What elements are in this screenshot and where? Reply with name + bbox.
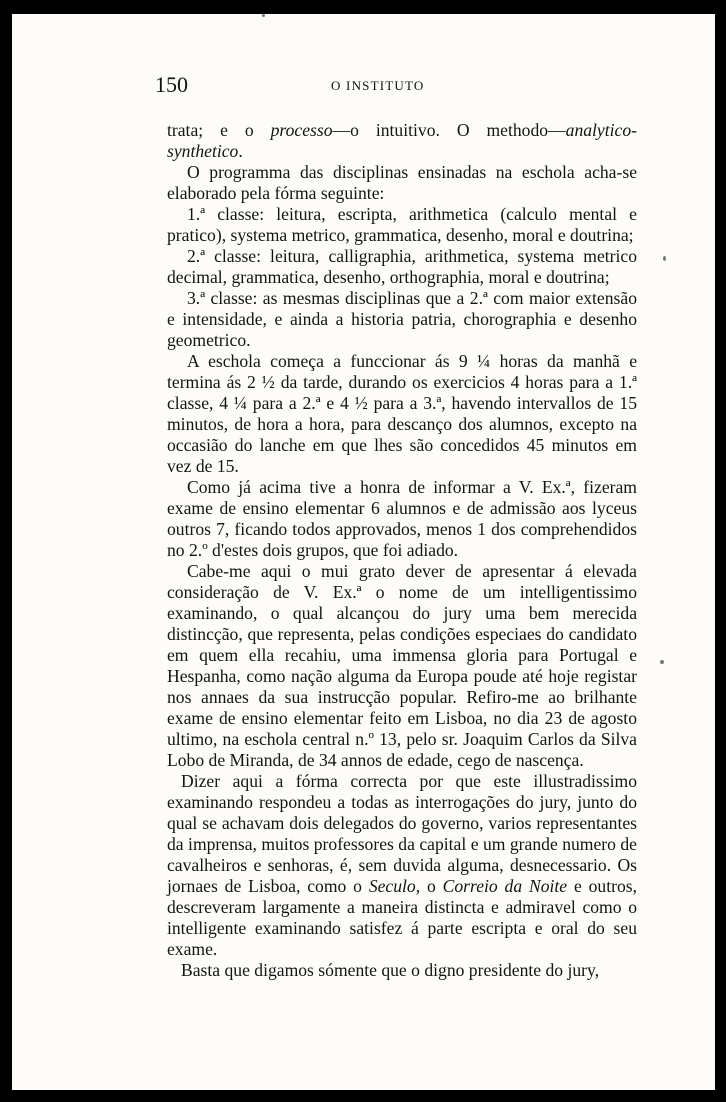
paragraph-method [167, 120, 637, 162]
text-run: e outros, descreveram largamente a maneira distincta e admiravel como o intelligente examinando satisfez á parte escripta e oral do seu exame. [167, 876, 637, 959]
paper-speck [663, 256, 666, 261]
running-head: O INSTITUTO [331, 78, 425, 93]
text-run: trata; e o [167, 120, 271, 140]
italic-newspaper: Correio da Noite [442, 876, 568, 896]
paragraph-exams: Como já acima tive a honra de informar a V. Ex.ª, fizeram exame de ensino elementar 6 alumnos e de admissão aos lyceus outros 7, ficando todos approvados, menos 1 dos comprehendidos no 2.º d'estes dois grupos, que foi adiado. [167, 477, 637, 560]
italic-term: processo [270, 120, 333, 140]
paragraph-programme: O programma das disciplinas ensinadas na eschola acha-se elaborado pela fórma seguinte: [167, 162, 637, 203]
paragraph-class-3: 3.ª classe: as mesmas disciplinas que a 2.ª com maior extensão e intensidade, e ainda a historia patria, chorographia e desenho geometrico. [167, 288, 637, 350]
paper-speck [262, 14, 265, 17]
body-text [167, 120, 637, 981]
italic-newspaper: Seculo, [368, 876, 421, 896]
page-number: 150 [155, 72, 188, 97]
paragraph-class-2: 2.ª classe: leitura, calligraphia, arithmetica, systema metrico decimal, grammatica, desenho, orthographia, moral e doutrina; [167, 246, 637, 287]
text-run: Dizer aqui a fórma correcta por que este illustradissimo examinando respondeu a todas as interrogações do jury, junto do qual se achavam dois delegados do governo, varios representantes da imprensa, muitos professores da capital e um grande numero de cavalheiros e senhoras, é, sem duvida alguma, desnecessario. Os jornaes de Lisboa, como o [167, 771, 637, 896]
page-header [155, 72, 635, 102]
text-run: . [238, 141, 243, 161]
paragraph-class-1: 1.ª classe: leitura, escripta, arithmetica (calculo mental e pratico), systema metrico, grammatica, desenho, moral e doutrina; [167, 204, 637, 245]
text-run: o [420, 876, 443, 896]
paragraph-schedule: A eschola começa a funccionar ás 9 ¼ horas da manhã e termina ás 2 ½ da tarde, durando os exercicios 4 horas para a 1.ª classe, 4 ¼ para a 2.ª e 4 ½ para a 3.ª, havendo intervallos de 15 minutos, de hora a hora, para descanço dos alumnos, excepto na occasião do lanche em que lhes são concedidos 45 minutos em vez de 15. [167, 351, 637, 476]
text-run: —o intuitivo. O methodo— [332, 120, 566, 140]
paragraph-jury-president: Basta que digamos sómente que o digno presidente do jury, [181, 960, 600, 980]
paragraph-blind-examinee: Cabe-me aqui o mui grato dever de apresentar á elevada consideração de V. Ex.ª o nome de um intelligentissimo examinando, o qual alcançou do jury uma bem merecida distincção, que representa, pelas condições especiaes do candidato em quem ella recahiu, uma immensa gloria para Portugal e Hespanha, como nação alguma da Europa poude até hoje registar nos annaes da sua instrucção popular. Refiro-me ao brilhante exame de ensino elementar feito em Lisboa, no dia 23 de agosto ultimo, na eschola central n.º 13, pelo sr. Joaquim Carlos da Silva Lobo de Miranda, de 34 annos de edade, cego de nascença. [167, 561, 637, 770]
paragraph-press [167, 771, 637, 960]
italic-term: analytico-synthetico [167, 120, 637, 161]
paper-speck [660, 660, 664, 664]
